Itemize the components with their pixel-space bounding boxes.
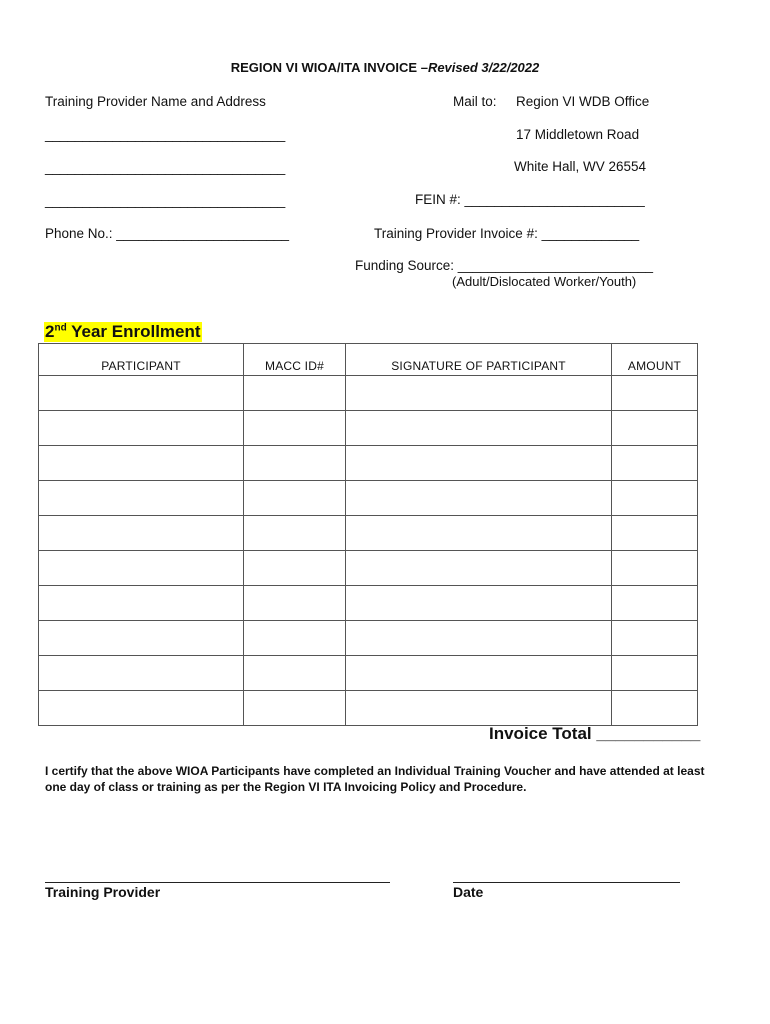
macc-id-cell[interactable] <box>244 411 346 446</box>
col-signature: SIGNATURE OF PARTICIPANT <box>346 344 612 376</box>
signature-cell[interactable] <box>346 411 612 446</box>
signature-cell[interactable] <box>346 516 612 551</box>
col-amount: AMOUNT <box>612 344 698 376</box>
participant-cell[interactable] <box>39 481 244 516</box>
amount-cell[interactable] <box>612 551 698 586</box>
invoice-number-field[interactable]: Training Provider Invoice #: _____________ <box>374 226 640 241</box>
signature-cell[interactable] <box>346 551 612 586</box>
date-label: Date <box>453 884 484 900</box>
amount-cell[interactable] <box>612 446 698 481</box>
signature-cell[interactable] <box>346 586 612 621</box>
fein-field[interactable]: FEIN #: ________________________ <box>415 192 645 207</box>
heading-text: Year Enrollment <box>66 322 201 341</box>
signature-cell[interactable] <box>346 376 612 411</box>
phone-field[interactable]: Phone No.: _______________________ <box>45 226 289 241</box>
table-row <box>39 411 698 446</box>
table-row <box>39 621 698 656</box>
title-main: REGION VI WIOA/ITA INVOICE – <box>230 60 428 75</box>
macc-id-cell[interactable] <box>244 621 346 656</box>
funding-source-note: (Adult/Dislocated Worker/Youth) <box>452 274 637 289</box>
provider-signature-line[interactable] <box>45 882 390 883</box>
invoice-title <box>0 60 770 75</box>
amount-cell[interactable] <box>612 411 698 446</box>
table-row <box>39 376 698 411</box>
participant-cell[interactable] <box>39 586 244 621</box>
amount-cell[interactable] <box>612 481 698 516</box>
amount-cell[interactable] <box>612 516 698 551</box>
table-row <box>39 691 698 726</box>
participant-cell[interactable] <box>39 516 244 551</box>
amount-cell[interactable] <box>612 376 698 411</box>
macc-id-cell[interactable] <box>244 481 346 516</box>
mail-to-line-3: White Hall, WV 26554 <box>514 159 647 174</box>
table-row <box>39 481 698 516</box>
macc-id-cell[interactable] <box>244 656 346 691</box>
table-row <box>39 551 698 586</box>
provider-blank-line-3[interactable]: ________________________________ <box>45 193 286 208</box>
provider-signature-label: Training Provider <box>45 884 161 900</box>
amount-cell[interactable] <box>612 656 698 691</box>
table-row <box>39 586 698 621</box>
provider-label: Training Provider Name and Address <box>45 94 266 109</box>
title-revised: Revised 3/22/2022 <box>427 60 540 75</box>
table-row <box>39 446 698 481</box>
macc-id-cell[interactable] <box>244 551 346 586</box>
participant-cell[interactable] <box>39 376 244 411</box>
macc-id-cell[interactable] <box>244 586 346 621</box>
signature-cell[interactable] <box>346 691 612 726</box>
provider-blank-line-2[interactable]: ________________________________ <box>45 160 286 175</box>
table-row <box>39 656 698 691</box>
participant-cell[interactable] <box>39 621 244 656</box>
col-participant: PARTICIPANT <box>39 344 244 376</box>
mail-to-line-2: 17 Middletown Road <box>516 127 640 142</box>
signature-cell[interactable] <box>346 656 612 691</box>
col-macc-id: MACC ID# <box>244 344 346 376</box>
mail-to-line-1: Region VI WDB Office <box>516 94 650 109</box>
macc-id-cell[interactable] <box>244 516 346 551</box>
participant-cell[interactable] <box>39 446 244 481</box>
signature-cell[interactable] <box>346 621 612 656</box>
heading-number: 2 <box>45 322 55 341</box>
table-header-row <box>39 344 698 376</box>
funding-source-field[interactable]: Funding Source: __________________________ <box>355 258 654 273</box>
mail-to-label: Mail to: <box>453 94 497 109</box>
macc-id-cell[interactable] <box>244 691 346 726</box>
certification-text: I certify that the above WIOA Participants have completed an Individual Training Voucher and have attended at least one day of class or training as per the Region VI ITA Invoicing Policy and Procedure. <box>45 764 705 794</box>
enrollment-table <box>38 343 698 726</box>
signature-cell[interactable] <box>346 481 612 516</box>
invoice-total-field[interactable]: Invoice Total ___________ <box>489 724 701 743</box>
macc-id-cell[interactable] <box>244 376 346 411</box>
heading-suffix: nd <box>54 322 67 334</box>
section-heading <box>44 322 202 342</box>
participant-cell[interactable] <box>39 551 244 586</box>
date-signature-line[interactable] <box>453 882 680 883</box>
macc-id-cell[interactable] <box>244 446 346 481</box>
signature-cell[interactable] <box>346 446 612 481</box>
participant-cell[interactable] <box>39 691 244 726</box>
amount-cell[interactable] <box>612 586 698 621</box>
table-row <box>39 516 698 551</box>
amount-cell[interactable] <box>612 621 698 656</box>
participant-cell[interactable] <box>39 656 244 691</box>
provider-blank-line-1[interactable]: ________________________________ <box>45 127 286 142</box>
participant-cell[interactable] <box>39 411 244 446</box>
amount-cell[interactable] <box>612 691 698 726</box>
